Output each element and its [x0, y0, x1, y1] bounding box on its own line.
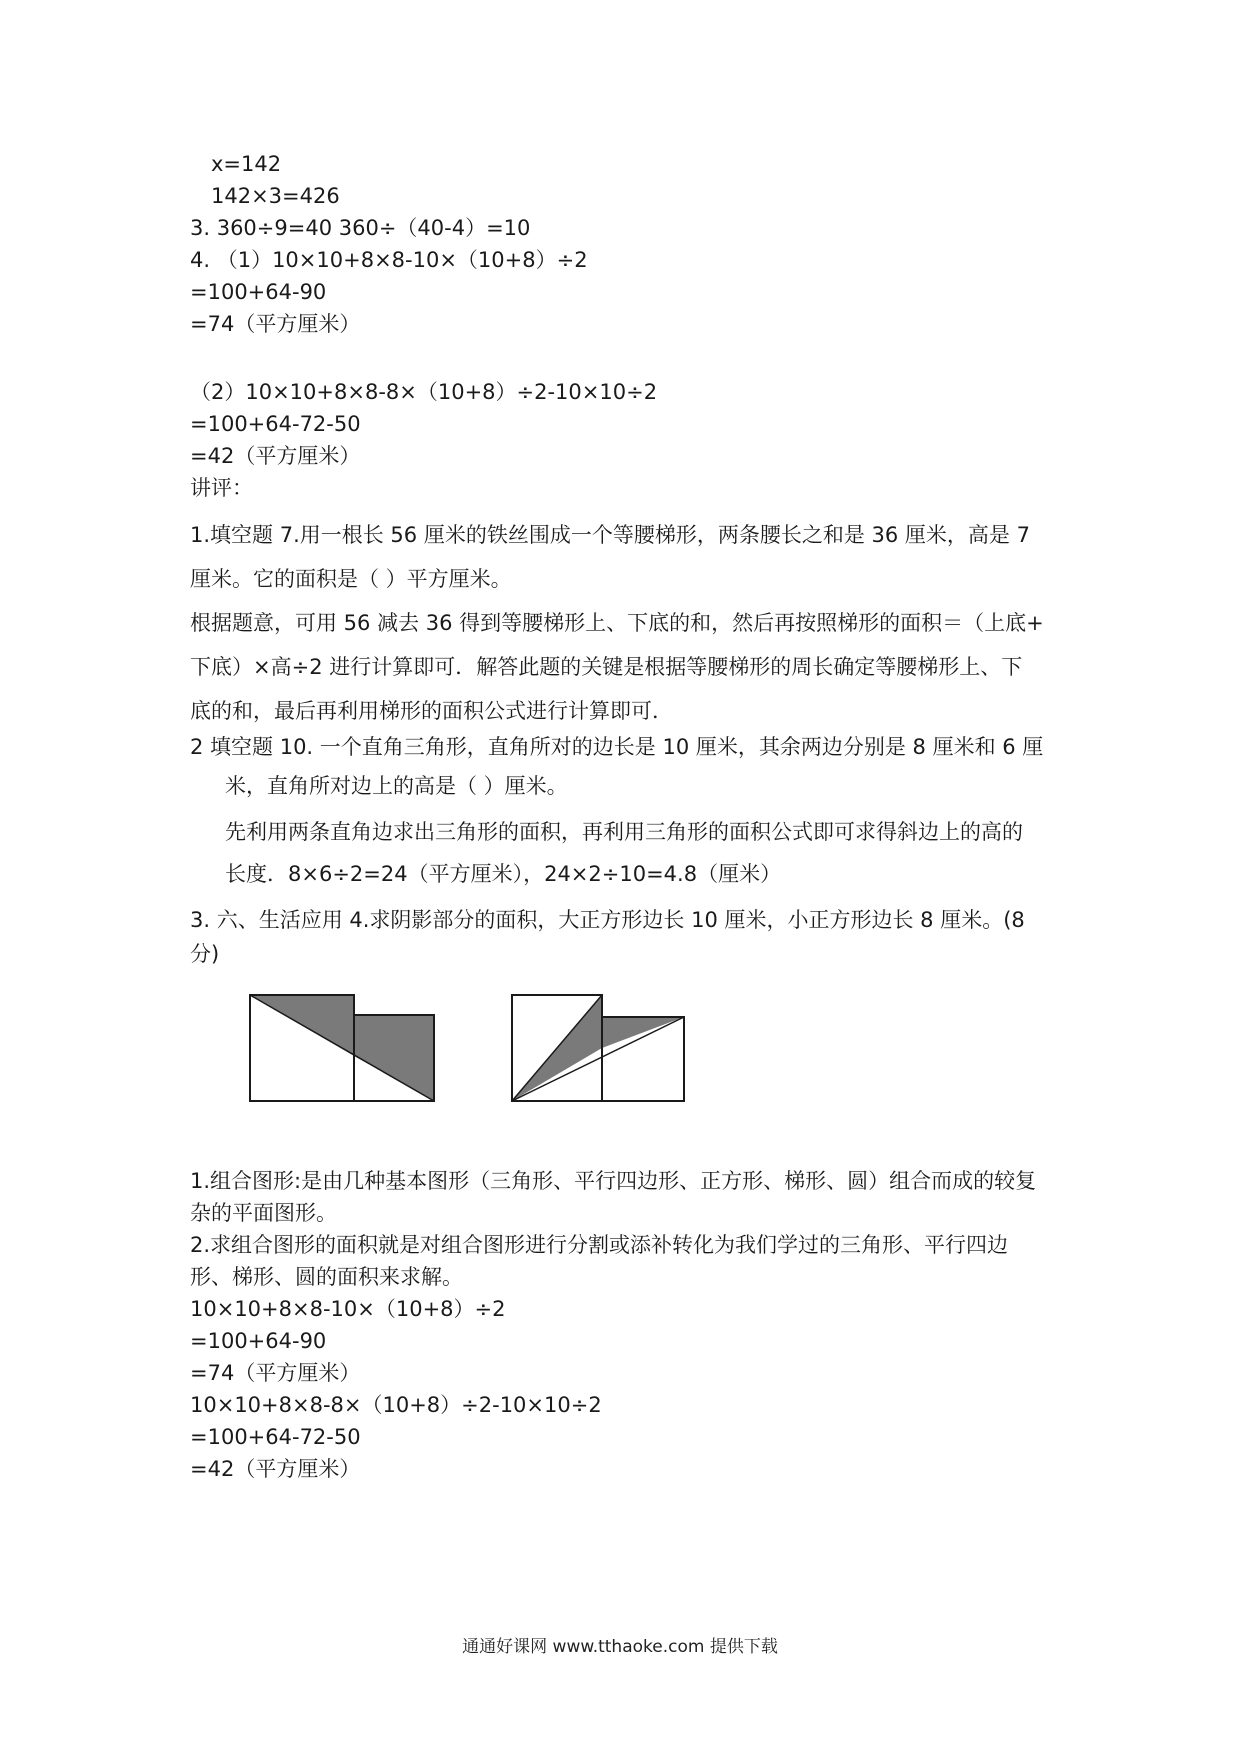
review-question-2: 米，直角所对边上的高是（ ）厘米。	[225, 774, 568, 798]
review-explanation-1: 底的和，最后再利用梯形的面积公式进行计算即可．	[190, 699, 673, 723]
calc-line: =100+64-72-50	[190, 1425, 361, 1449]
calc-line: 10×10+8×8-8×（10+8）÷2-10×10÷2	[190, 1393, 602, 1417]
shaded-region	[354, 1015, 434, 1101]
review-explanation-1: 下底）×高÷2 进行计算即可．解答此题的关键是根据等腰梯形的周长确定等腰梯形上、下	[190, 655, 1023, 679]
calc-line: =100+64-72-50	[190, 412, 361, 436]
section-heading-review: 讲评：	[190, 476, 253, 500]
review-explanation-2: 长度．8×6÷2=24（平方厘米），24×2÷10=4.8（厘米）	[225, 862, 782, 886]
calc-line: （2）10×10+8×8-8×（10+8）÷2-10×10÷2	[190, 380, 658, 404]
note-text: 杂的平面图形。	[190, 1201, 337, 1225]
review-explanation-1: 根据题意，可用 56 减去 36 得到等腰梯形上、下底的和，然后再按照梯形的面积＝（上底+	[190, 611, 1044, 635]
note-text: 形、梯形、圆的面积来求解。	[190, 1265, 463, 1289]
calc-line: =100+64-90	[190, 280, 327, 304]
review-question-3: 分)	[190, 942, 220, 966]
calc-line: 3. 360÷9=40 360÷（40-4）=10	[190, 216, 531, 240]
calc-line: =42（平方厘米）	[190, 1457, 361, 1481]
figure-shaded-squares-2	[510, 993, 690, 1103]
figure-shaded-squares-1	[248, 993, 438, 1103]
review-question-2: 2 填空题 10. 一个直角三角形，直角所对的边长是 10 厘米，其余两边分别是 8 厘米和 6 厘	[190, 735, 1044, 759]
note-text: 2.求组合图形的面积就是对组合图形进行分割或添补转化为我们学过的三角形、平行四边	[190, 1233, 1009, 1257]
calc-line: 10×10+8×8-10×（10+8）÷2	[190, 1297, 506, 1321]
calc-line: 142×3=426	[211, 184, 340, 208]
page-footer: 通通好课网 www.tthaoke.com 提供下载	[462, 1637, 778, 1657]
calc-line: =100+64-90	[190, 1329, 327, 1353]
calc-line: x=142	[211, 152, 282, 176]
review-explanation-2: 先利用两条直角边求出三角形的面积，再利用三角形的面积公式即可求得斜边上的高的	[225, 820, 1023, 844]
calc-line: =74（平方厘米）	[190, 1361, 361, 1385]
review-question-1: 1.填空题 7.用一根长 56 厘米的铁丝围成一个等腰梯形，两条腰长之和是 36 厘米，高是 7	[190, 523, 1030, 547]
shaded-region	[602, 1017, 684, 1048]
note-text: 1.组合图形:是由几种基本图形（三角形、平行四边形、正方形、梯形、圆）组合而成的较复	[190, 1169, 1037, 1193]
calc-line: 4. （1）10×10+8×8-10×（10+8）÷2	[190, 248, 588, 272]
review-question-1: 厘米。它的面积是（ ）平方厘米。	[190, 567, 512, 591]
review-question-3: 3. 六、生活应用 4.求阴影部分的面积，大正方形边长 10 厘米，小正方形边长 8 厘米。(8	[190, 908, 1025, 932]
calc-line: =42（平方厘米）	[190, 444, 361, 468]
calc-line: =74（平方厘米）	[190, 312, 361, 336]
